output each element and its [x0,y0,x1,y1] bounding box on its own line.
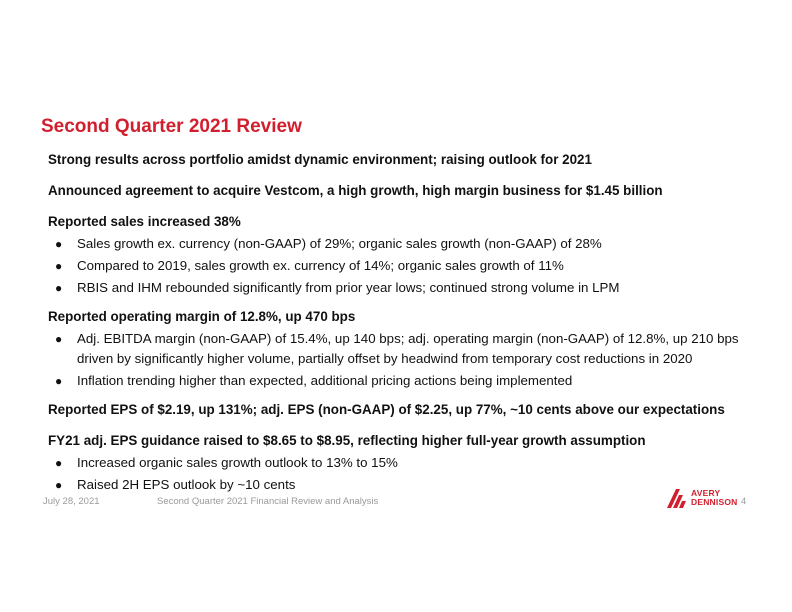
bullet-item [48,256,768,276]
avery-dennison-chevron-icon [666,487,688,509]
slide-title: Second Quarter 2021 Review [41,116,302,137]
bullet-text: Inflation trending higher than expected, additional pricing actions being implemented [77,373,573,388]
bullet-text: RBIS and IHM rebounded significantly from prior year lows; continued strong volume in LPM [77,280,620,295]
bullet-text: Compared to 2019, sales growth ex. currency of 14%; organic sales growth of 11% [77,258,564,273]
logo-line-1: AVERY [691,488,721,498]
slide-content [48,150,768,497]
bullet-item [48,371,768,391]
bullet-text: Increased organic sales growth outlook to 13% to 15% [77,455,398,470]
section-heading: Announced agreement to acquire Vestcom, a high growth, high margin business for $1.45 billion [48,183,663,198]
section-heading: FY21 adj. EPS guidance raised to $8.65 to $8.95, reflecting higher full-year growth assumption [48,433,646,448]
section-heading: Reported operating margin of 12.8%, up 470 bps [48,309,356,324]
bullet-item [48,329,768,369]
bullet-text: Adj. EBITDA margin (non-GAAP) of 15.4%, up 140 bps; adj. operating margin (non-GAAP) of 12.8%, up 210 bps driven by significantly higher volume, partially offset by headwind from temporary cost reductions in 2020 [77,331,739,366]
bullet-item [48,453,768,473]
bullet-icon: ● [55,237,63,251]
bullet-icon: ● [55,281,63,295]
bullet-item [48,278,768,298]
footer-date: July 28, 2021 [43,496,100,507]
bullet-list [48,329,768,391]
bullet-icon: ● [55,259,63,273]
section-heading: Reported EPS of $2.19, up 131%; adj. EPS (non-GAAP) of $2.25, up 77%, ~10 cents above our expectations [48,402,725,417]
footer-caption: Second Quarter 2021 Financial Review and Analysis [157,496,379,507]
bullet-icon: ● [55,332,63,346]
page-number: 4 [741,496,747,507]
company-logo [666,487,737,509]
bullet-list [48,234,768,298]
bullet-list [48,453,768,495]
bullet-icon: ● [55,456,63,470]
section-heading: Reported sales increased 38% [48,214,241,229]
bullet-item [48,234,768,254]
bullet-icon: ● [55,374,63,388]
logo-wordmark [691,489,737,507]
bullet-text: Raised 2H EPS outlook by ~10 cents [77,477,296,492]
bullet-icon: ● [55,478,63,492]
bullet-item [48,475,768,495]
logo-line-2: DENNISON [691,497,738,507]
section-heading: Strong results across portfolio amidst dynamic environment; raising outlook for 2021 [48,152,592,167]
bullet-text: Sales growth ex. currency (non-GAAP) of 29%; organic sales growth (non-GAAP) of 28% [77,236,602,251]
